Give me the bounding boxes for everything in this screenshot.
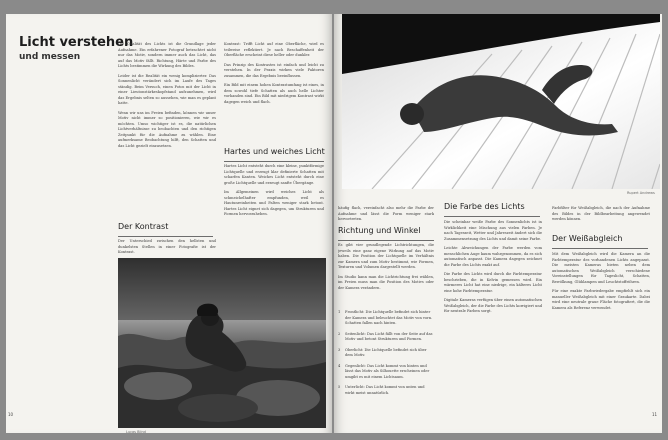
page-number: 11 bbox=[652, 412, 658, 417]
list-item-number: 1 bbox=[338, 310, 341, 314]
list-item bbox=[338, 364, 434, 381]
right-col3-intro bbox=[552, 206, 650, 230]
list-item-text: Gegenlicht: Das Licht kommt von hinten und lässt das Motiv als Silhouette erscheinen oder umgibt es mit einem Lichtsaum. bbox=[345, 363, 430, 379]
list-item bbox=[338, 348, 434, 359]
list-item-number: 5 bbox=[338, 385, 341, 389]
paragraph: Farbfilter für Weißabgleich, die nach der Aufnahme des Bildes in der Bildbearbeitung angewendet werden können. bbox=[552, 206, 650, 221]
paragraph: Im Studio kann man die Lichtrichtung frei wählen, im Freien muss man die Position des Motivs oder der Kamera verändern. bbox=[338, 274, 434, 290]
heading-rule bbox=[224, 161, 324, 162]
paragraph: Im Allgemeinen wird weiches Licht als schmeichelhafter empfunden, weil es Hautunreinheiten und Falten weniger stark betont. Hartes Licht eignet sich dagegen, um Strukturen und Formen hervorzuheben. bbox=[224, 190, 324, 216]
photo-woman-on-rocks bbox=[118, 258, 326, 428]
list-item-number: 2 bbox=[338, 331, 341, 336]
list-item bbox=[338, 310, 434, 327]
heading-weissabgleich: Der Weißabgleich bbox=[552, 234, 623, 243]
list-item-text: Unterlicht: Das Licht kommt von unten und wirkt meist unnatürlich. bbox=[345, 385, 425, 395]
paragraph: Wenn wir uns im Freien befinden, können wir unser Motiv nicht immer so positionieren, wie wir es möchten. Umso wichtiger ist es, die natürlichen Lichtverhältnisse zu beobachten und den richtigen Zeitpunkt für die Aufnahme zu wählen. Eine aufmerksame Beobachtung hilft, den Schatten und das Licht gezielt einzusetzen. bbox=[118, 110, 216, 148]
paragraph: Die scheinbar weiße Farbe des Sonnenlichts ist in Wirklichkeit eine Mischung aus vielen Farben. Je nach Tageszeit, Wetter und Jahreszeit ändert sich die Zusammensetzung des Lichts und damit seine Farbe. bbox=[444, 220, 542, 241]
paragraph: Digitale Kameras verfügen über einen automatischen Weißabgleich, der die Farbe des Lichts korrigiert und für neutrale Farben sorgt. bbox=[444, 298, 542, 313]
page-title: Licht verstehen bbox=[19, 35, 134, 50]
heading-kontrast: Der Kontrast bbox=[118, 222, 169, 231]
photo-figure-in-light bbox=[342, 14, 660, 189]
list-item bbox=[338, 332, 434, 343]
list-item bbox=[338, 385, 434, 396]
richtung-text bbox=[338, 243, 434, 307]
left-text-column-1 bbox=[118, 42, 216, 236]
light-photo-image bbox=[342, 14, 660, 189]
right-page bbox=[334, 14, 662, 433]
hart-weich-text bbox=[224, 164, 324, 256]
heading-rule bbox=[118, 236, 213, 237]
list-item-text: Seitenlicht: Das Licht fällt von der Seite auf das Motiv und betont Strukturen und Formen. bbox=[345, 331, 433, 341]
paragraph: Kontrast: Trifft Licht auf eine Oberfläche, wird es teilweise reflektiert. Je nach Beschaffenheit der Oberfläche erscheint diese heller oder dunkler. bbox=[224, 42, 324, 57]
list-item-number: 3 bbox=[338, 347, 341, 352]
paragraph: Der Unterschied zwischen den hellsten und dunkelsten Stellen in einer Fotografie ist der Kontrast. bbox=[118, 239, 216, 254]
heading-rule bbox=[444, 216, 540, 217]
heading-hartes-weiches-licht: Hartes und weiches Licht bbox=[224, 147, 325, 156]
paragraph: Für eine exakte Farbwiedergabe empfiehlt sich ein manueller Weißabgleich mit einer Graukarte. Dabei wird eine neutrale graue Fläche fotografiert, die die Kamera als Referenz verwendet. bbox=[552, 289, 650, 310]
page-number: 10 bbox=[8, 412, 14, 417]
photo-caption: Lucas Blind bbox=[126, 430, 146, 434]
paragraph: häufig flach, vereinfacht also mehr die Farbe der Aufnahme und lässt die Form weniger stark hervortreten. bbox=[338, 206, 434, 220]
heading-farbe-des-lichts: Die Farbe des Lichts bbox=[444, 202, 525, 211]
paragraph: Leichte Abweichungen der Farbe werden vom menschlichen Auge kaum wahrgenommen, da es sich automatisch anpasst. Die Kamera dagegen zeichnet die Farbe des Lichts exakt auf. bbox=[444, 246, 542, 267]
kontrast-text bbox=[118, 239, 216, 259]
list-item-text: Oberlicht: Die Lichtquelle befindet sich über dem Motiv. bbox=[345, 347, 427, 357]
list-item-text: Frontlicht: Die Lichtquelle befindet sich hinter der Kamera und beleuchtet das Motiv von vorn. Schatten fallen nach hinten. bbox=[345, 310, 433, 325]
paragraph: Mit dem Weißabgleich wird die Kamera an die Farbtemperatur des vorhandenen Lichts angepasst. Die meisten Kameras bieten neben dem automatischen Weißabgleich verschiedene Voreinstellungen für Tageslicht, Schatten, Bewölkung, Glühlampen und Leuchtstoffröhren. bbox=[552, 252, 650, 284]
paragraph: Das Prinzip des Kontrastes ist einfach und leicht zu verstehen. In der Praxis wirken viele Faktoren zusammen, die das Ergebnis beeinflussen. bbox=[224, 62, 324, 78]
left-page bbox=[6, 14, 332, 433]
left-text-column-2 bbox=[224, 42, 324, 137]
light-direction-list bbox=[338, 310, 434, 428]
weissabgleich-text bbox=[552, 252, 650, 342]
rocks-photo-image bbox=[118, 258, 326, 428]
heading-rule bbox=[552, 248, 648, 249]
paragraph: Die Qualität des Lichts ist die Grundlage jeder Aufnahme. Ein erfahrener Fotograf betrachtet nicht nur das Motiv, sondern immer auch das Licht, das auf das Motiv fällt. Richtung, Härte und Farbe des Lichts bestimmen die Wirkung des Bildes. bbox=[118, 42, 216, 68]
heading-rule bbox=[338, 240, 434, 241]
list-item-number: 4 bbox=[338, 363, 341, 368]
heading-richtung-winkel: Richtung und Winkel bbox=[338, 226, 421, 235]
page-subtitle: und messen bbox=[19, 52, 81, 62]
photo-caption: Rupert Andrews bbox=[627, 191, 655, 195]
farbe-text bbox=[444, 220, 542, 428]
paragraph: Ein Bild mit einem hohen Kontrastumfang ist eines, in dem sowohl tiefe Schatten als auch helle Lichter vorhanden sind. Ein Bild mit niedrigem Kontrast wirkt dagegen weich und flach. bbox=[224, 83, 324, 104]
paragraph: Hartes Licht entsteht durch eine kleine, punktförmige Lichtquelle und erzeugt klar definierte Schatten mit scharfen Kanten. Weiches Licht entsteht durch eine große Lichtquelle und erzeugt sanfte Übergänge. bbox=[224, 164, 324, 185]
right-col1-intro bbox=[338, 206, 434, 220]
paragraph: Leider ist die Realität ein wenig komplizierter. Das Sonnenlicht verändert sich im Laufe des Tages ständig. Beim Versuch, einen Fotos mit der Licht in einer Lieutonstärkeskopfstand aufzunehmen, wird das Ergebnis selten so aussehen, wie man es geplant hatte. bbox=[118, 73, 216, 105]
paragraph: Es gibt vier grundlegende Lichtrichtungen, die jeweils eine ganz eigene Wirkung auf das Motiv haben. Die Position der Lichtquelle im Verhältnis zur Kamera und zum Motiv bestimmt, wie Formen, Texturen und Volumen dargestellt werden. bbox=[338, 243, 434, 269]
paragraph: Die Farbe des Lichts wird durch die Farbtemperatur beschrieben, die in Kelvin gemessen wird. Ein wärmeres Licht hat eine niedrige, ein kälteres Licht eine hohe Farbtemperatur. bbox=[444, 272, 542, 293]
